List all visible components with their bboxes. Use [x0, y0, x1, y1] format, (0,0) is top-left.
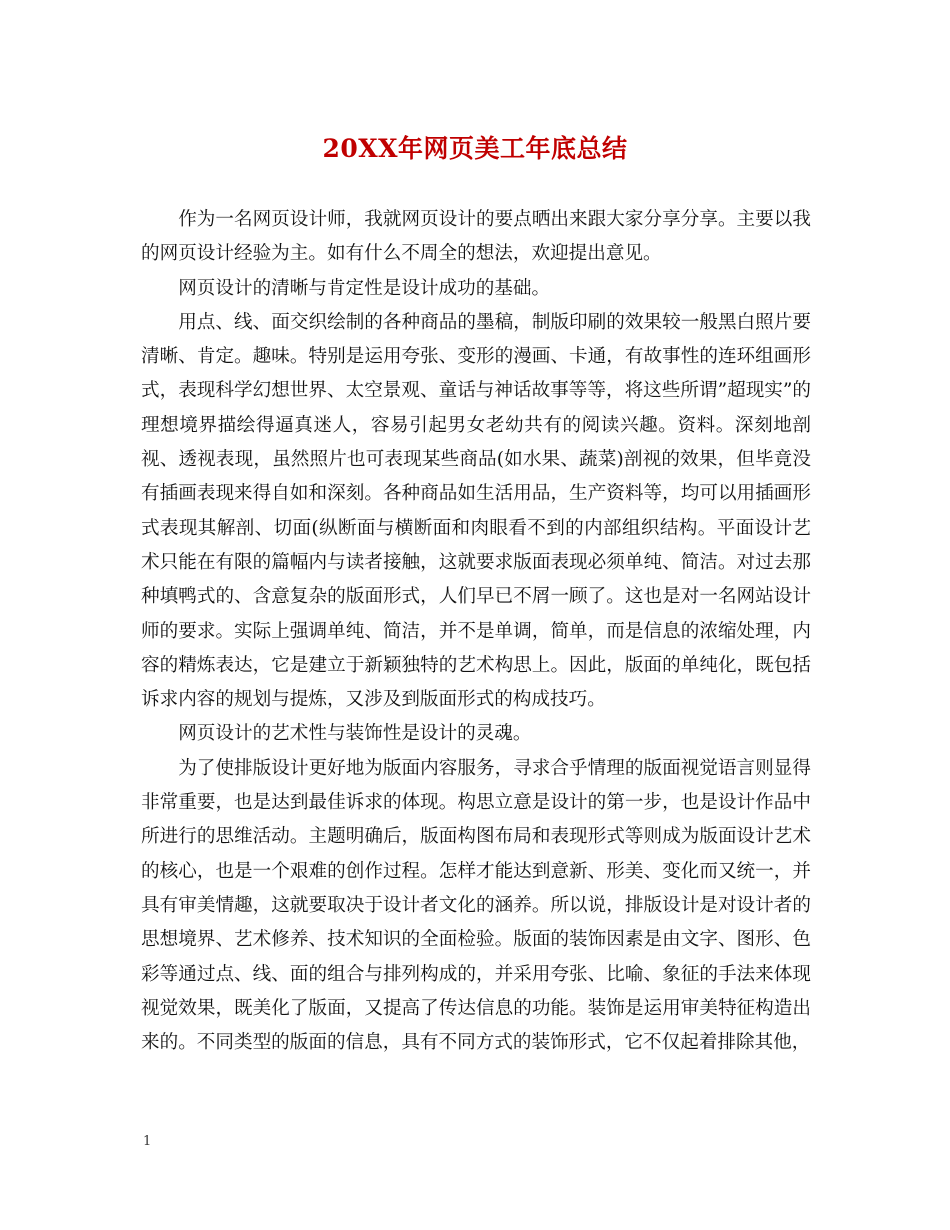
- paragraph-layout-design: 为了使排版设计更好地为版面内容服务，寻求合乎情理的版面视觉语言则显得非常重要，也是达到最佳诉求的体现。构思立意是设计的第一步，也是设计作品中所进行的思维活动。主题明确后，版面构图布局和表现形式等则成为版面设计艺术的核心，也是一个艰难的创作过程。怎样才能达到意新、形美、变化而又统一，并具有审美情趣，这就要取决于设计者文化的涵养。所以说，排版设计是对设计者的思想境界、艺术修养、技术知识的全面检验。版面的装饰因素是由文字、图形、色彩等通过点、线、面的组合与排列构成的，并采用夸张、比喻、象征的手法来体现视觉效果，既美化了版面，又提高了传达信息的功能。装饰是运用审美特征构造出来的。不同类型的版面的信息，具有不同方式的装饰形式，它不仅起着排除其他，: [141, 757, 811, 1054]
- paragraph-heading-artistry: 网页设计的艺术性与装饰性是设计的灵魂。: [178, 723, 532, 745]
- page-title: 20XX年网页美工年底总结: [322, 134, 628, 163]
- paragraph-illustration: 用点、线、面交织绘制的各种商品的墨稿，制版印刷的效果较一般黑白照片要清晰、肯定。趣味。特别是运用夸张、变形的漫画、卡通，有故事性的连环组画形式，表现科学幻想世界、太空景观、童话与神话故事等等，将这些所谓”超现实”的理想境界描绘得逼真迷人，容易引起男女老幼共有的阅读兴趣。资料。深刻地剖视、透视表现，虽然照片也可表现某些商品(如水果、蔬菜)剖视的效果，但毕竟没有插画表现来得自如和深刻。各种商品如生活用品，生产资料等，均可以用插画形式表现其解剖、切面(纵断面与横断面和肉眼看不到的内部组织结构。平面设计艺术只能在有限的篇幅内与读者接触，这就要求版面表现必须单纯、简洁。对过去那种填鸭式的、含意复杂的版面形式，人们早已不屑一顾了。这也是对一名网站设计师的要求。实际上强调单纯、简洁，并不是单调，简单，而是信息的浓缩处理，内容的精炼表达，它是建立于新颖独特的艺术构思上。因此，版面的单纯化，既包括诉求内容的规划与提炼，又涉及到版面形式的构成技巧。: [141, 311, 811, 711]
- document-body: [141, 203, 811, 1060]
- paragraph-intro: 作为一名网页设计师，我就网页设计的要点晒出来跟大家分享分享。主要以我的网页设计经验为主。如有什么不周全的想法，欢迎提出意见。: [141, 209, 811, 265]
- page-number: 1: [143, 1134, 152, 1149]
- paragraph-heading-clarity: 网页设计的清晰与肯定性是设计成功的基础。: [178, 277, 551, 299]
